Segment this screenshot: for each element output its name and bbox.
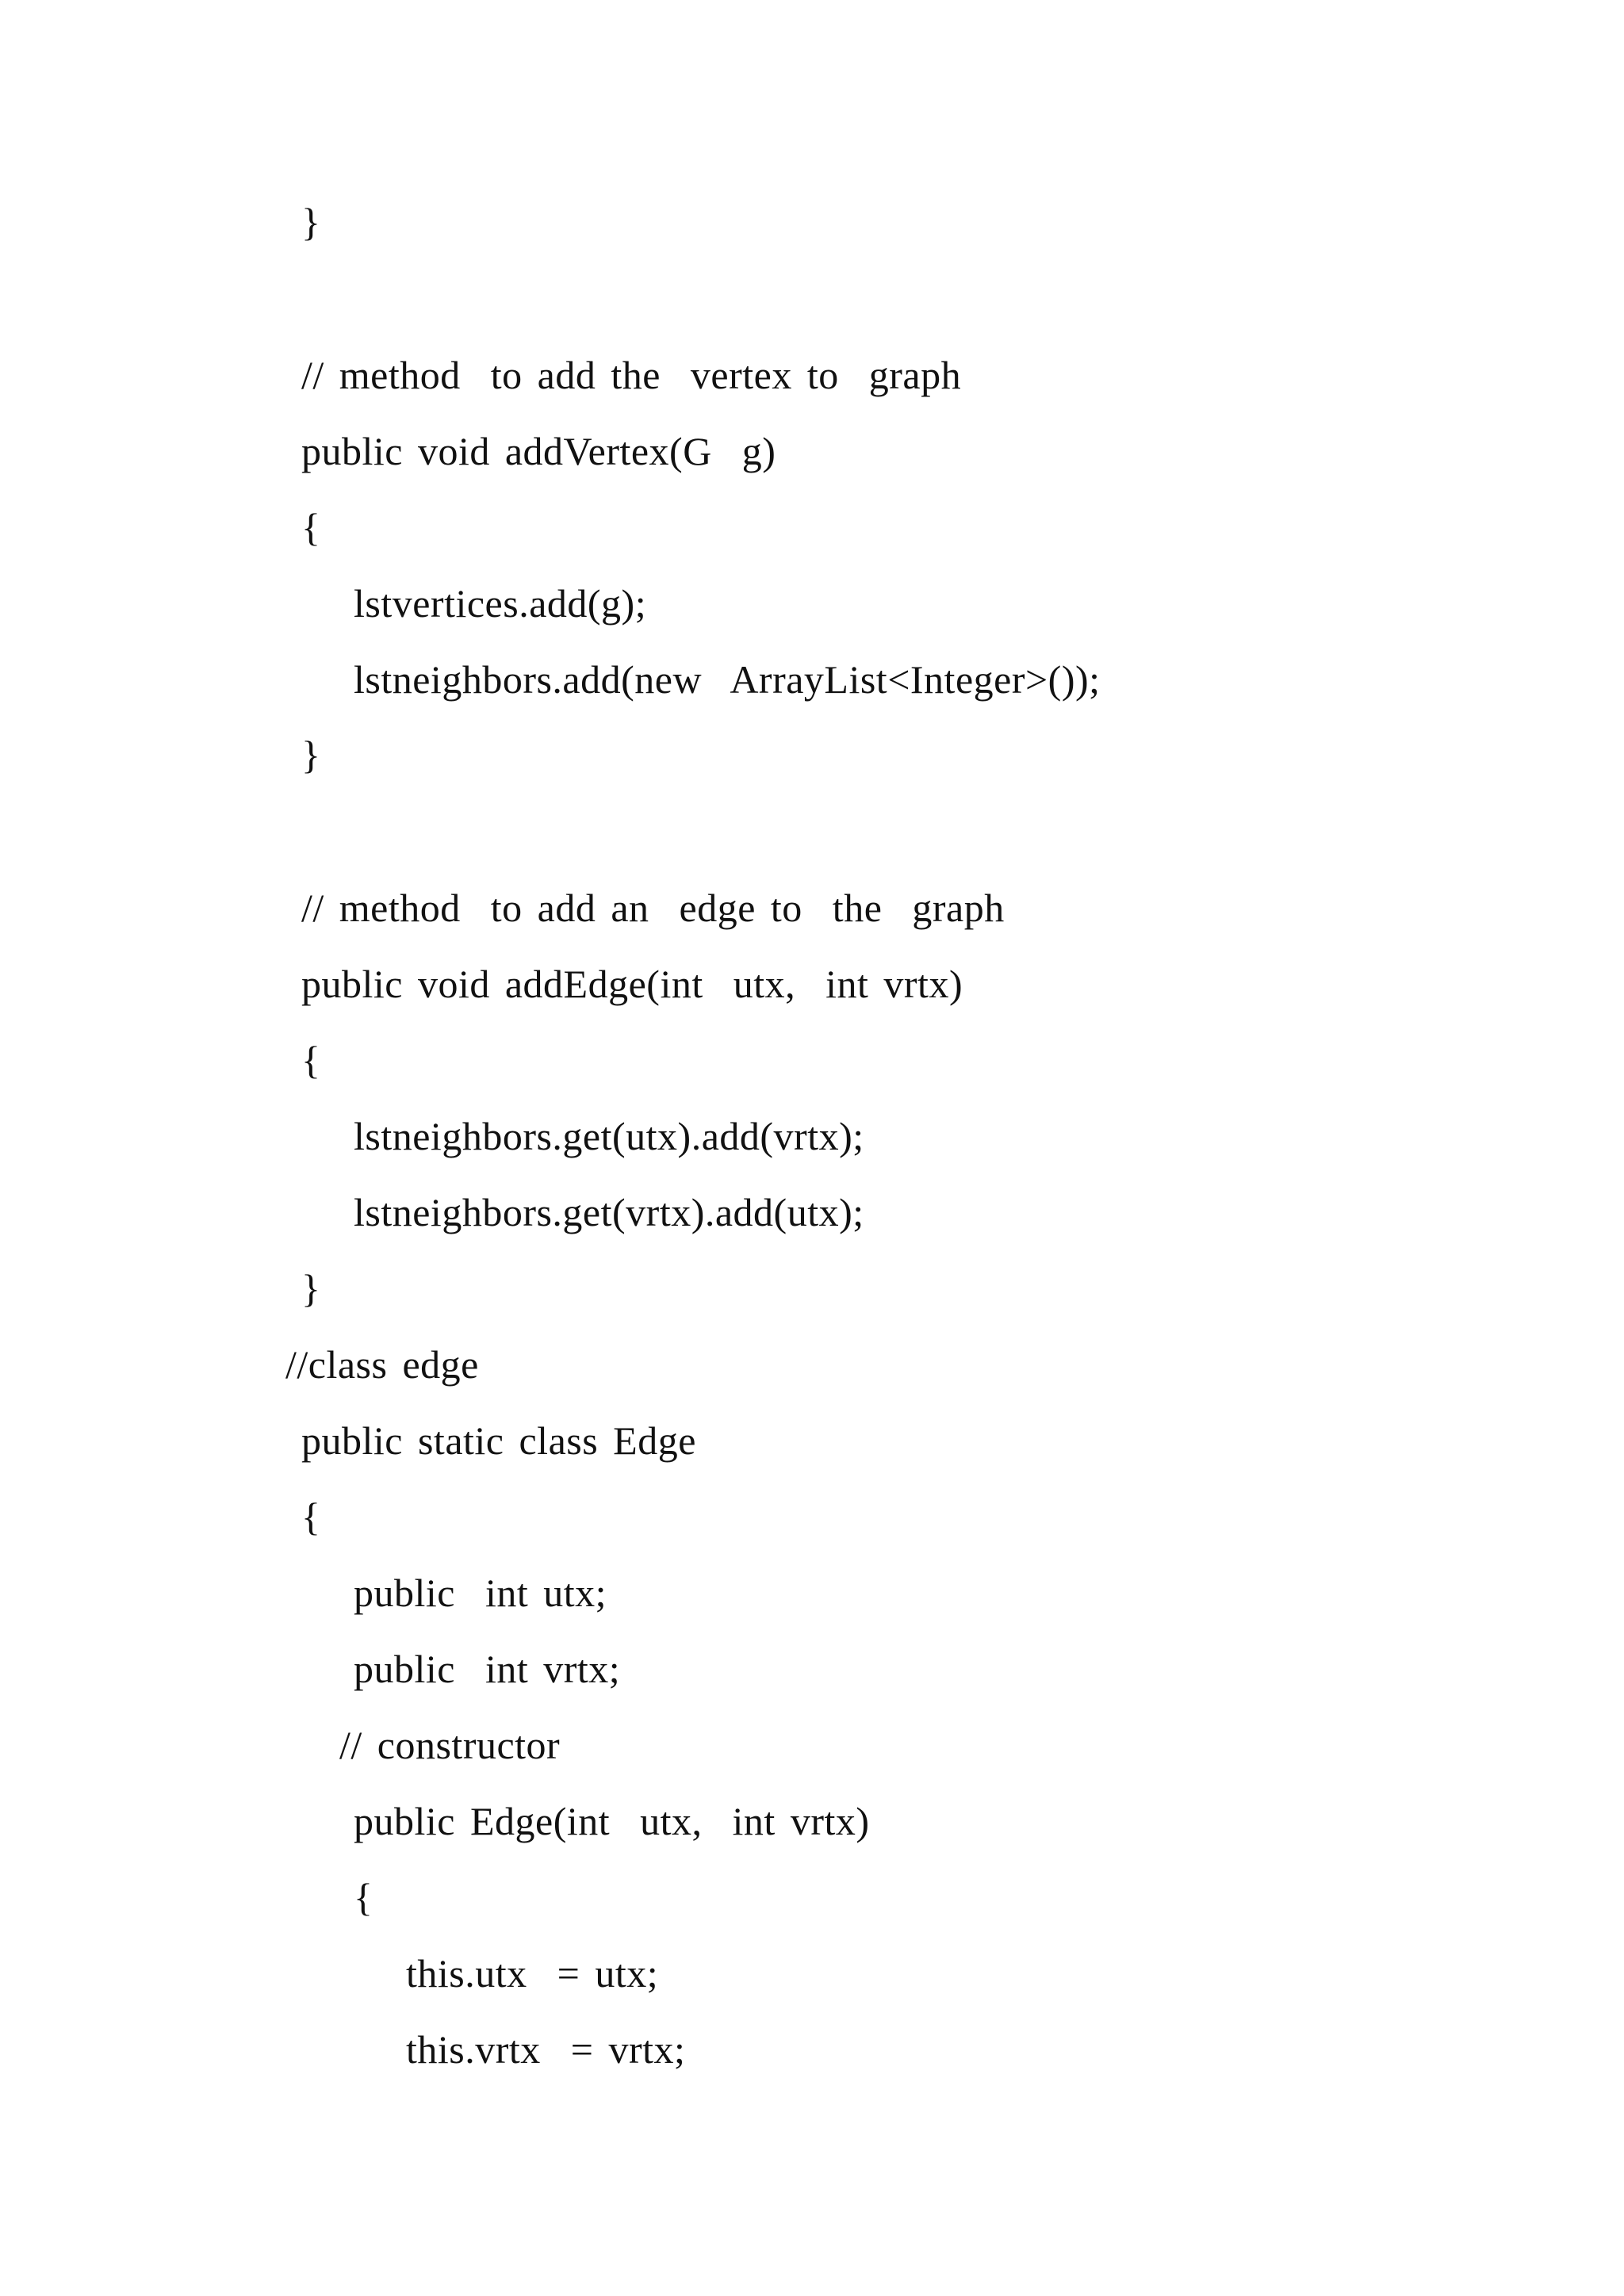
code-line-12: lstneighbors.get(vrtx).add(utx); (354, 1190, 864, 1234)
code-line-5: lstvertices.add(g); (354, 581, 647, 626)
code-line-19: // constructor (339, 1723, 561, 1767)
code-line-2: // method to add the vertex to graph (301, 353, 962, 397)
code-line-22: this.utx = utx; (406, 1951, 659, 1996)
code-line-11: lstneighbors.get(utx).add(vrtx); (354, 1114, 864, 1158)
code-line-4: { (301, 505, 321, 549)
code-line-20: public Edge(int utx, int vrtx) (354, 1799, 870, 1843)
code-line-10: { (301, 1038, 321, 1082)
code-line-1: } (301, 200, 321, 244)
code-line-18: public int vrtx; (354, 1647, 621, 1691)
code-line-14: //class edge (285, 1342, 479, 1387)
code-line-8: // method to add an edge to the graph (301, 886, 1005, 930)
code-line-17: public int utx; (354, 1571, 607, 1615)
code-line-23: this.vrtx = vrtx; (406, 2027, 686, 2072)
code-line-3: public void addVertex(G g) (301, 429, 776, 473)
code-line-16: { (301, 1494, 321, 1539)
code-line-13: } (301, 1266, 321, 1311)
code-line-9: public void addEdge(int utx, int vrtx) (301, 962, 963, 1006)
code-line-21: { (354, 1875, 373, 1919)
code-line-7: } (301, 733, 321, 777)
code-line-15: public static class Edge (301, 1418, 696, 1463)
code-line-6: lstneighbors.add(new ArrayList<Integer>()); (354, 657, 1101, 702)
